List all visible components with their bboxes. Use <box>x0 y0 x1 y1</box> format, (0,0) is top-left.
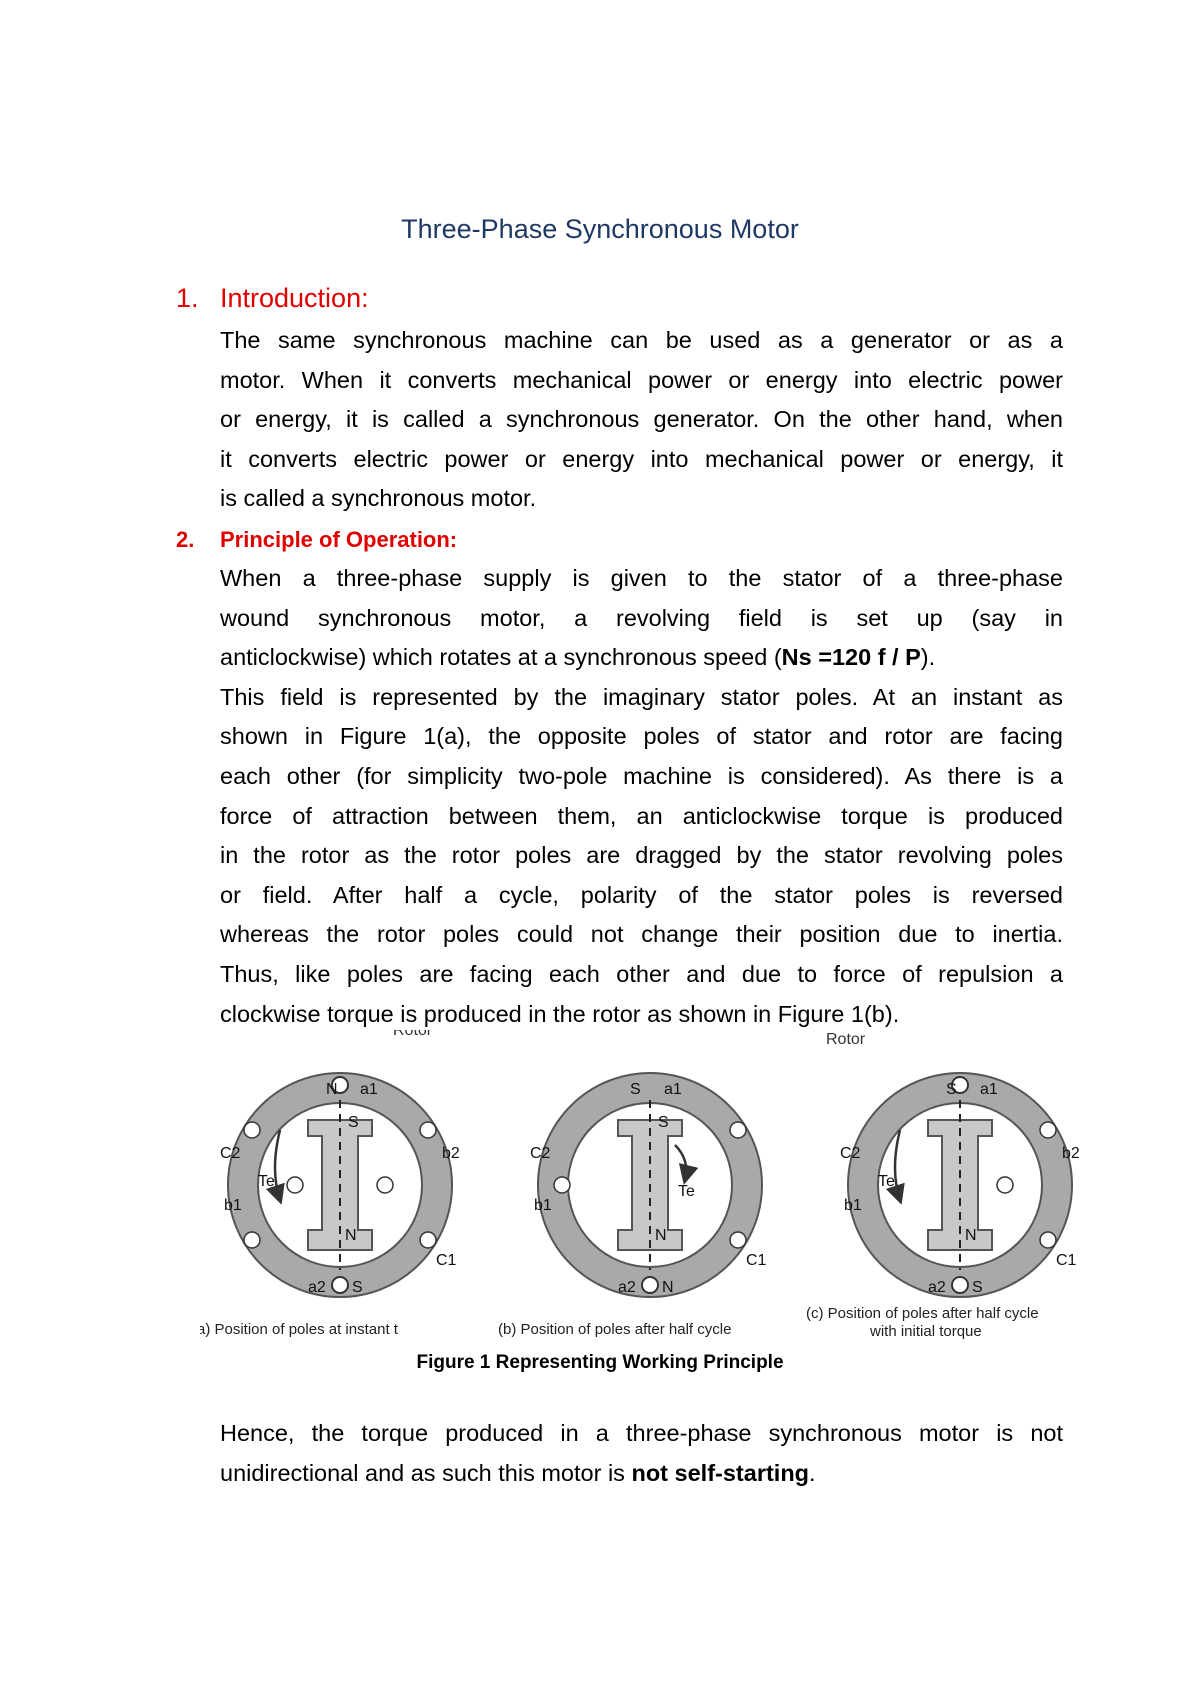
paragraph-line: whereas the rotor poles could not change their position due to inertia. <box>220 921 1063 948</box>
diagram-b <box>498 1073 767 1338</box>
stator-pole-label: N <box>326 1081 338 1098</box>
conductor-label: a1 <box>980 1081 998 1098</box>
paragraph-line-with-formula <box>220 638 1063 678</box>
paragraph-line: The same synchronous machine can be used as a generator or as a <box>220 327 1063 353</box>
conclusion-period: . <box>809 1459 816 1486</box>
conductor-label: a1 <box>360 1081 378 1098</box>
diagram-a <box>200 1030 460 1338</box>
sub-caption-a: (a) Position of poles at instant t <box>200 1321 398 1338</box>
conductor-b2 <box>420 1122 436 1138</box>
rotor-pole-label: S <box>658 1114 669 1131</box>
rotor-label: Rotor <box>826 1031 866 1048</box>
conductor-left <box>554 1177 570 1193</box>
rotor-pole-label: N <box>965 1227 977 1244</box>
section-1-heading <box>176 283 369 314</box>
conductor-right <box>997 1177 1013 1193</box>
figure-1 <box>200 1030 1100 1350</box>
paragraph-line <box>220 1454 1063 1494</box>
conductor-b2 <box>730 1122 746 1138</box>
conductor-label: C2 <box>840 1145 861 1162</box>
section-1-number: 1. <box>176 283 199 313</box>
stator-pole-label: N <box>662 1279 674 1296</box>
principle-paragraph <box>220 559 1063 1034</box>
paragraph-line: is called a synchronous motor. <box>220 485 537 512</box>
not-self-starting-emphasis: not self-starting <box>631 1459 810 1486</box>
paragraph-line: This field is represented by the imaginary stator poles. At an instant as <box>220 683 1063 710</box>
paragraph-line: force of attraction between them, an anticlockwise torque is produced <box>220 802 1063 829</box>
conductor-label: b2 <box>442 1145 460 1162</box>
section-2-title: Principle of Operation: <box>220 527 458 552</box>
stator-pole-label: S <box>972 1279 983 1296</box>
conductor-c2 <box>244 1122 260 1138</box>
formula-close: ). <box>920 644 936 671</box>
paragraph-line: clockwise torque is produced in the rotor as shown in Figure 1(b). <box>220 1000 900 1027</box>
rotor-pole-label: N <box>345 1227 357 1244</box>
motor-diagrams <box>200 1030 1100 1350</box>
paragraph-line: When a three-phase supply is given to the stator of a three-phase <box>220 565 1063 591</box>
paragraph-line: or field. After half a cycle, polarity of the stator poles is reversed <box>220 881 1063 908</box>
paragraph-line: in the rotor as the rotor poles are dragged by the stator revolving poles <box>220 842 1063 869</box>
paragraph-line: each other (for simplicity two-pole machine is considered). As there is a <box>220 762 1063 789</box>
conductor-label: a2 <box>928 1279 946 1296</box>
conclusion-text: unidirectional and as such this motor is <box>220 1459 632 1486</box>
conductor-label: a2 <box>618 1279 636 1296</box>
conductor-a2 <box>332 1277 348 1293</box>
conductor-label: C1 <box>1056 1252 1077 1269</box>
section-2-number: 2. <box>176 527 195 552</box>
paragraph-line: or energy, it is called a synchronous generator. On the other hand, when <box>220 406 1063 433</box>
rotor-pole-label: S <box>348 1114 359 1131</box>
conductor-label: b1 <box>844 1197 862 1214</box>
conductor-a2 <box>952 1277 968 1293</box>
conductor-label: b1 <box>224 1197 242 1214</box>
torque-label: Te <box>678 1183 695 1200</box>
conductor-c1 <box>1040 1232 1056 1248</box>
conductor-right <box>377 1177 393 1193</box>
synchronous-speed-formula: Ns =120 f / P <box>781 644 921 671</box>
torque-label: Te <box>258 1173 275 1190</box>
conductor-label: a1 <box>664 1081 682 1098</box>
conductor-left <box>287 1177 303 1193</box>
paragraph-line: it converts electric power or energy into mechanical power or energy, it <box>220 445 1063 472</box>
stator-pole-label: S <box>946 1081 957 1098</box>
conductor-label: b1 <box>534 1197 552 1214</box>
paragraph-line: wound synchronous motor, a revolving field is set up (say in <box>220 604 1063 631</box>
figure-caption: Figure 1 Representing Working Principle <box>416 1352 784 1373</box>
diagram-c <box>806 1030 1080 1340</box>
stator-pole-label: S <box>352 1279 363 1296</box>
rotor-label: Rotor <box>393 1030 433 1039</box>
section-2-heading <box>176 527 457 553</box>
conductor-b1 <box>244 1232 260 1248</box>
paragraph-line: motor. When it converts mechanical power or energy into electric power <box>220 366 1063 393</box>
conductor-label: C2 <box>530 1145 551 1162</box>
conductor-label: C1 <box>746 1252 767 1269</box>
rotor-pole-label: N <box>655 1227 667 1244</box>
conductor-label: a2 <box>308 1279 326 1296</box>
conductor-label: C1 <box>436 1252 457 1269</box>
paragraph-line: shown in Figure 1(a), the opposite poles of stator and rotor are facing <box>220 723 1063 750</box>
document-title: Three-Phase Synchronous Motor <box>401 214 799 244</box>
conductor-c1 <box>420 1232 436 1248</box>
sub-caption-b: (b) Position of poles after half cycle <box>498 1321 732 1338</box>
torque-label: Te <box>878 1173 895 1190</box>
paragraph-line: Hence, the torque produced in a three-phase synchronous motor is not <box>220 1420 1063 1446</box>
sub-caption-c: (c) Position of poles after half cycle <box>806 1305 1039 1322</box>
sub-caption-c-line2: with initial torque <box>870 1323 982 1340</box>
conductor-label: b2 <box>1062 1145 1080 1162</box>
stator-pole-label: S <box>630 1081 641 1098</box>
section-1-title: Introduction: <box>220 283 369 313</box>
conclusion-paragraph <box>220 1414 1063 1493</box>
conductor-b2 <box>1040 1122 1056 1138</box>
paragraph-line: Thus, like poles are facing each other and due to force of repulsion a <box>220 960 1063 987</box>
paragraph-line-text: anticlockwise) which rotates at a synchronous speed ( <box>220 644 782 671</box>
introduction-paragraph <box>220 321 1063 519</box>
conductor-c1 <box>730 1232 746 1248</box>
conductor-a2 <box>642 1277 658 1293</box>
conductor-label: C2 <box>220 1145 241 1162</box>
